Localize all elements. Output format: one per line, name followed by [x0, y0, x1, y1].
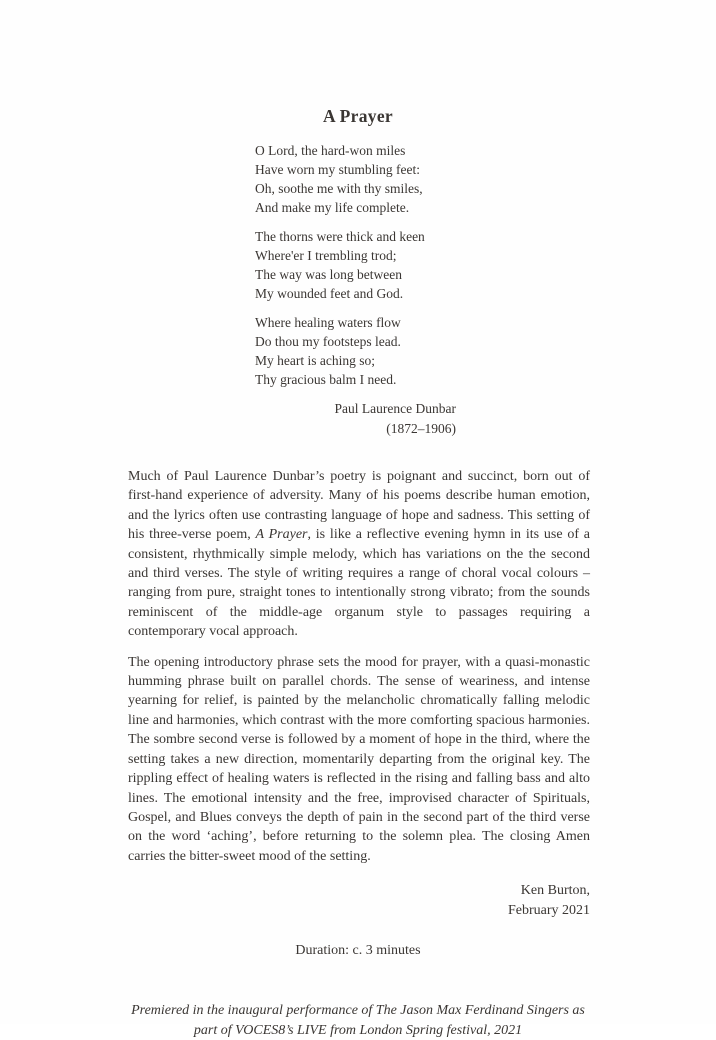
poem-line: The way was long between: [255, 267, 402, 282]
work-title-italic: A Prayer: [255, 527, 308, 543]
paragraph-text: , is like a reflective evening hymn in its use of a consistent, rhythmically simple melody, which has variations on the the second and third verses. The style of writing requires a range of choral vocal colours – ranging from pure, straight tones to intentionally strong vibrato; from the sounds reminiscent of the middle-age organum style to passages requiring a contemporary vocal approach.: [128, 527, 590, 640]
poem-line: The thorns were thick and keen: [255, 229, 425, 244]
program-notes: [128, 467, 590, 866]
premiere-note: [0, 1001, 716, 1040]
duration-text: Duration: c. 3 minutes: [295, 943, 421, 959]
poem-stanza-3: [255, 313, 716, 389]
poem-line: Have worn my stumbling feet:: [255, 162, 420, 177]
poem-line: Do thou my footsteps lead.: [255, 334, 401, 349]
signature-name: Ken Burton,: [520, 883, 590, 899]
poem-line: O Lord, the hard-won miles: [255, 143, 406, 158]
poem-line: And make my life complete.: [255, 200, 410, 215]
poem-attribution: [255, 399, 456, 438]
signature-date: February 2021: [507, 902, 590, 918]
premiere-note-line-2: part of VOCES8’s LIVE from London Spring festival, 2021: [193, 1022, 523, 1038]
poem-line: Where healing waters flow: [255, 315, 401, 330]
poem-author: Paul Laurence Dunbar: [334, 401, 456, 416]
poem-line: My heart is aching so;: [255, 353, 375, 368]
poem-line: My wounded feet and God.: [255, 286, 404, 301]
program-note-paragraph-1: [128, 467, 590, 642]
paragraph-text: Much of Paul Laurence Dunbar’s poetry is poignant and succinct, born out of first-hand experience of adversity. Many of his poems describe human emotion, and the lyrics often use contrasting language of hope and sadness. This setting of his three-verse poem,: [128, 469, 590, 543]
poem-stanza-2: [255, 227, 716, 303]
author-signature: [0, 881, 590, 920]
poem-stanza-1: [255, 141, 716, 217]
poem-line: Where'er I trembling trod;: [255, 248, 397, 263]
program-note-paragraph-2: The opening introductory phrase sets the mood for prayer, with a quasi-monastic humming phrase built on parallel chords. The sense of weariness, and intense yearning for relief, is painted by the melancholic chromatically falling melodic line and harmonies, which contrast with the more comforting spacious harmonies. The sombre second verse is followed by a moment of hope in the third, where the setting takes a new direction, momentarily departing from the original key. The rippling effect of healing waters is reflected in the rising and falling bass and alto lines. The emotional intensity and the free, improvised character of Spirituals, Gospel, and Blues conveys the depth of pain in the second part of the third verse on the word ‘aching’, before returning to the solemn plea. The closing Amen carries the bitter-sweet mood of the setting.: [128, 654, 590, 864]
poem: [255, 141, 716, 389]
poem-line: Thy gracious balm I need.: [255, 372, 397, 387]
poem-author-dates: (1872–1906): [386, 420, 456, 436]
poem-line: Oh, soothe me with thy smiles,: [255, 181, 423, 196]
premiere-note-line-1: Premiered in the inaugural performance of The Jason Max Ferdinand Singers as: [131, 1003, 585, 1019]
page-title: A Prayer: [323, 106, 393, 126]
